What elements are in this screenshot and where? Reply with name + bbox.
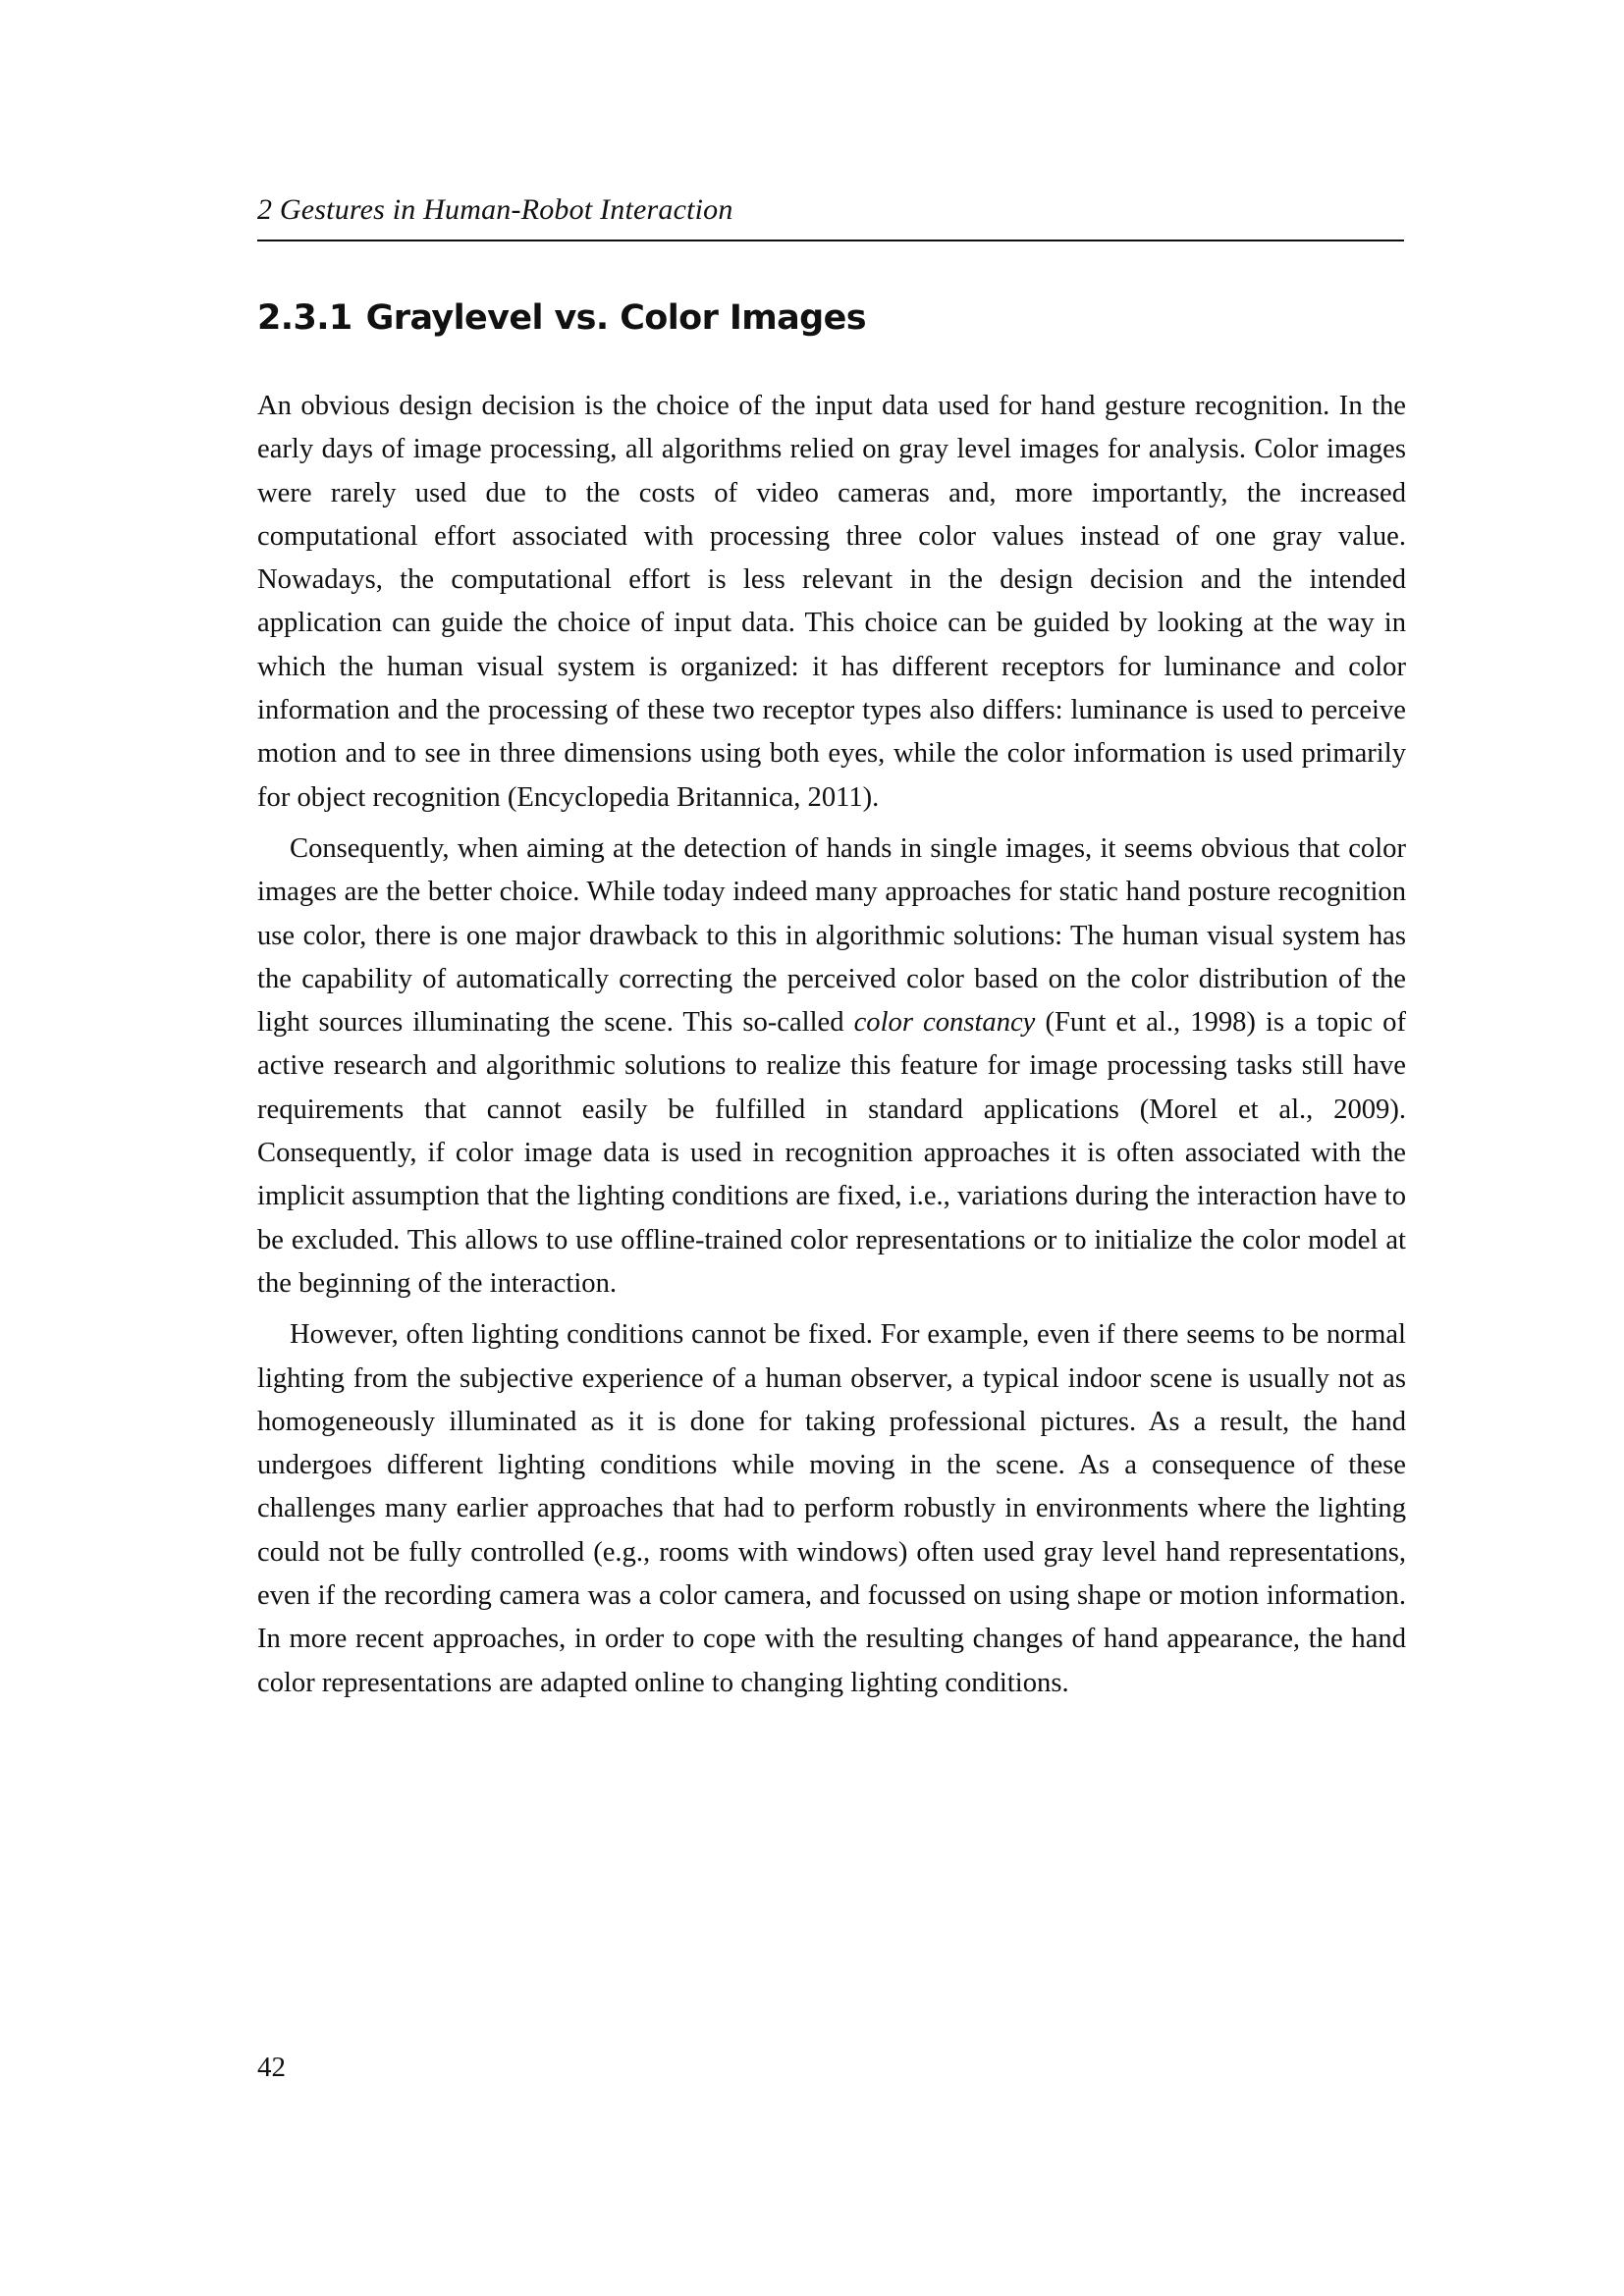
paragraph-2 — [257, 828, 1406, 1306]
paragraph-3: However, often lighting conditions cannot be fixed. For example, even if there seems to be normal lighting from the subjective experience of a human observer, a typical indoor scene is usually not as homogeneously illuminated as it is done for taking professional pictures. As a result, the hand undergoes different lighting conditions while moving in the scene. As a consequence of these challenges many earlier approaches that had to perform robustly in environments where the lighting could not be fully controlled (e.g., rooms with windows) often used gray level hand representations, even if the recording camera was a color camera, and focussed on using shape or motion information. In more recent approaches, in order to cope with the resulting changes of hand appearance, the hand color representations are adapted online to changing lighting conditions. — [257, 1319, 1406, 1698]
running-header: 2 Gestures in Human-Robot Interaction — [257, 193, 733, 226]
header-rule — [257, 240, 1404, 241]
emphasized-term: color constancy — [853, 1007, 1036, 1039]
section-heading — [257, 296, 866, 340]
paragraph-1: An obvious design decision is the choice of the input data used for hand gesture recognition. In the early days of image processing, all algorithms relied on gray level images for analysis. Color images were rarely used due to the costs of video cameras and, more importantly, the increased computational effort associated with processing three color values instead of one gray value. Nowadays, the computational effort is less relevant in the design decision and the intended application can guide the choice of input data. This choice can be guided by looking at the way in which the human visual system is organized: it has different receptors for luminance and color information and the processing of these two receptor types also differs: luminance is used to perceive motion and to see in three dimensions using both eyes, while the color information is used primarily for object recognition (Encyclopedia Britannica, 2011). — [257, 391, 1406, 813]
paragraph-2-text-end: (Funt et al., 1998) is a topic of active research and algorithmic solutions to realize this feature for image processing tasks still have requirements that cannot easily be fulfilled in standard applications (Morel et al., 2009). Consequently, if color image data is used in recognition approaches it is often associated with the implicit assumption that the lighting conditions are fixed, i.e., variations during the interaction have to be excluded. This allows to use offline-trained color representations or to initialize the color model at the beginning of the interaction. — [257, 1007, 1407, 1299]
body-text — [257, 385, 1406, 1705]
section-number: 2.3.1 — [257, 298, 352, 338]
page-number: 42 — [257, 2052, 286, 2083]
section-title: Graylevel vs. Color Images — [365, 298, 866, 338]
paragraph-2-text-start: Consequently, when aiming at the detection of hands in single images, it seems obvious that color images are the better choice. While today indeed many approaches for static hand posture recognition use color, there is one major drawback to this in algorithmic solutions: The human visual system has the capability of automatically correcting the perceived color based on the color distribution of the light sources illuminating the scene. This so-called — [257, 832, 1406, 1039]
